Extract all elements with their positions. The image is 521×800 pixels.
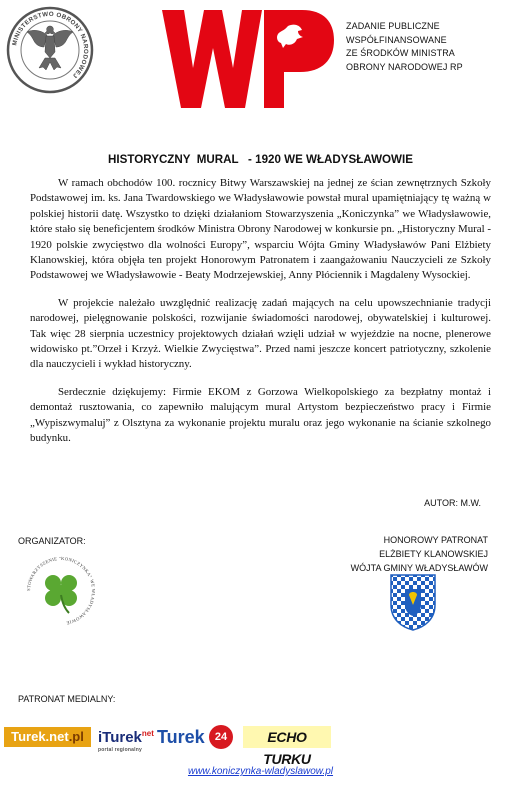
article-title: HISTORYCZNY MURAL - 1920 WE WŁADYSŁAWOWIE (108, 153, 413, 166)
notice-line: OBRONY NARODOWEJ RP (346, 61, 463, 72)
article-paragraph: Serdecznie dziękujemy: Firmie EKOM z Gorzowa Wielkopolskiego za bezpłatny montaż i demontaż rusztowania, co zapewniło malującym mural Artystom bezpieczeństwo pracy i Firmie „Wypiszwymaluj” z Olsztyna za wykonanie projektu muralu oraz jego wykonanie na ścianie szkolnego budynku. (30, 385, 491, 445)
article-paragraph: W ramach obchodów 100. rocznicy Bitwy Warszawskiej na jednej ze ścian zewnętrznych Szkoły Podstawowej im. ks. Jana Twardowskiego we Władysławowie powstał mural upamiętniający tę ważną w polskiej historii datę. Wszystko to dzięki działaniom Stowarzyszenia „Koniczynka” we Władysławowie, które stało się beneficjentem środków Ministra Obrony Narodowej w konkursie pn. „Historyczny Mural - 1920 polskie zwycięstwo dla wolności Europy”, wsparciu Wójta Gminy Władysławów Pani Elżbiety Klanowskiej, która objęła ten projekt Honorowym Patronatem i zaangażowaniu Nauczycieli ze Szkoły Podstawowej we Władysławowie - Beaty Modrzejewskiej, Anny Płóciennik i Magdaleny Wysockiej. (30, 177, 491, 282)
turek24-number-badge: 24 (209, 725, 233, 749)
media-patrons-label: PATRONAT MEDIALNY: (18, 694, 116, 704)
patron-line: HONOROWY PATRONAT (383, 535, 488, 545)
notice-line: ZADANIE PUBLICZNE (346, 21, 440, 31)
ministry-seal-logo (6, 6, 94, 94)
co-financing-notice (346, 20, 516, 74)
website-link[interactable]: www.koniczynka-wladyslawow.pl (187, 766, 334, 777)
wladyslawow-coat-of-arms (389, 573, 437, 631)
patron-line: WÓJTA GMINY WŁADYSŁAWÓW (350, 563, 488, 573)
article-paragraph: W projekcie należało uwzględnić realizację zadań mających na celu upowszechnianie tradycji narodowej, pielęgnowanie polskości, rozwijanie świadomości narodowej, obywatelskiej i kulturowej. Tak więc 28 sierpnia uczestnicy projektowych działań wzięli udział w wyjeździe na nocne, plenerowe widowisko pt.”Orzeł i Krzyż. Wielkie Zwycięstwa”. Przed nami jeszcze koncert patriotyczny, szkolenie dla nauczycieli i wykład historyczny. (30, 296, 491, 371)
notice-line: WSPÓŁFINANSOWANE (346, 34, 447, 45)
wojsko-polskie-logo (162, 8, 382, 112)
iturek-logo (98, 725, 154, 753)
iturek-name: iTurek (98, 729, 142, 746)
turek-net-logo (4, 727, 91, 747)
clover-logo-text: STOWARZYSZENIE "KONICZYNKA" WE WŁADYSŁAWOWIE (25, 555, 97, 626)
article-body (30, 176, 491, 459)
iturek-tagline: portal regionalny (98, 747, 142, 753)
honorary-patron (318, 533, 488, 575)
turek-net-suffix: .pl (68, 729, 84, 744)
koniczynka-association-logo (25, 551, 97, 631)
turek24-logo (157, 723, 237, 751)
seal-text: MINISTERSTWO OBRONY NARODOWEJ (11, 10, 90, 80)
echo-turku-logo: ECHO TURKU (243, 726, 331, 748)
turek24-name: Turek (157, 727, 205, 747)
patron-line: ELŻBIETY KLANOWSKIEJ (379, 549, 488, 559)
author-signature: AUTOR: M.W. (424, 498, 481, 508)
iturek-suffix: net (141, 729, 154, 738)
organizer-label: ORGANIZATOR: (18, 536, 86, 546)
notice-line: ZE ŚRODKÓW MINISTRA (346, 48, 455, 58)
turek-net-name: Turek.net (11, 729, 69, 744)
wp-logo-text: WOJSKO POLSKIE (290, 89, 382, 100)
